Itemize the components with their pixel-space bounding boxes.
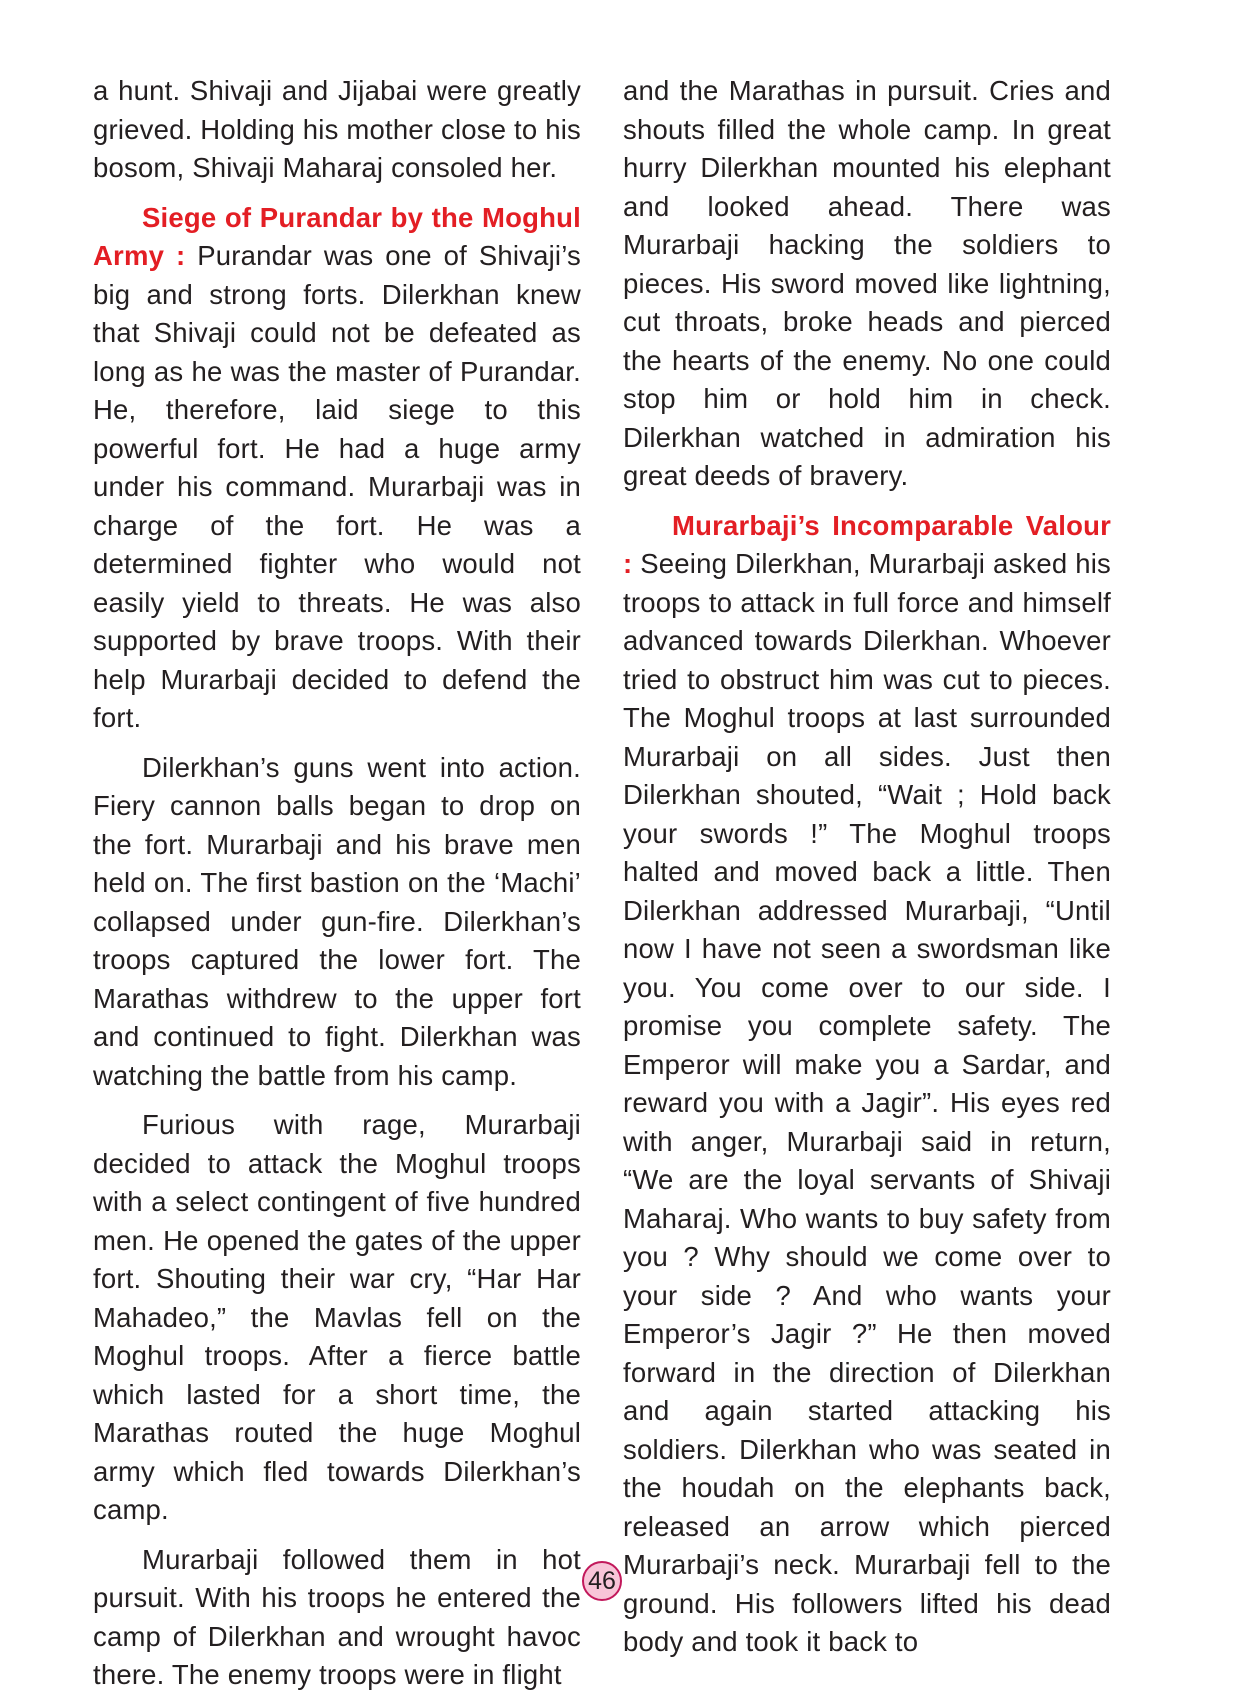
paragraph: Murarbaji followed them in hot pursuit. With his troops he entered the camp of Dilerkhan and wrought havoc there. The enemy troops were in flight (93, 1543, 581, 1690)
paragraph: Furious with rage, Murarbaji decided to attack the Moghul troops with a select contingent of five hundred men. He opened the gates of the upper fort. Shouting their war cry, “Har Har Mahadeo,” the Mavlas fell on the Moghul troops. After a fierce battle which lasted for a short time, the Marathas routed the huge Moghul army which fled towards Dilerkhan’s camp. (93, 1109, 581, 1525)
paragraph: and the Marathas in pursuit. Cries and shouts filled the whole camp. In great hurry Dilerkhan mounted his elephant and looked ahead. There was Murarbaji hacking the soldiers to pieces. His sword moved like lightning, cut throats, broke heads and pierced the hearts of the enemy. No one could stop him or hold him in check. Dilerkhan watched in admiration his great deeds of bravery. (623, 75, 1111, 491)
right-column (623, 72, 1111, 1673)
left-column (93, 72, 581, 1706)
paragraph: Dilerkhan’s guns went into action. Fiery cannon balls began to drop on the fort. Murarbaji and his brave men held on. The first bastion on the ‘Machi’ collapsed under gun-fire. Dilerkhan’s troops captured the lower fort. The Marathas withdrew to the upper fort and continued to fight. Dilerkhan was watching the battle from his camp. (93, 751, 581, 1091)
paragraph-with-heading (93, 199, 581, 738)
paragraph-with-heading (623, 507, 1111, 1662)
page-number: 46 (582, 1561, 622, 1601)
section-heading: Siege of Purandar by the Moghul Army : (93, 201, 581, 271)
paragraph: a hunt. Shivaji and Jijabai were greatly grieved. Holding his mother close to his bosom, Shivaji Maharaj consoled her. (93, 75, 581, 183)
paragraph-text: Purandar was one of Shivaji’s big and strong forts. Dilerkhan knew that Shivaji could not be defeated as long as he was the master of Purandar. He, therefore, laid siege to this powerful fort. He had a huge army under his command. Murarbaji was in charge of the fort. He was a determined fighter who would not easily yield to threats. He was also supported by brave troops. With their help Murarbaji decided to defend the fort. (93, 240, 582, 733)
section-heading: Murarbaji’s Incomparable Valour : (623, 509, 1111, 579)
paragraph-text: Seeing Dilerkhan, Murarbaji asked his troops to attack in full force and himself advanced towards Dilerkhan. Whoever tried to obstruct him was cut to pieces. The Moghul troops at last surrounded Murarbaji on all sides. Just then Dilerkhan shouted, “Wait ; Hold back your swords !” The Moghul troops halted and moved back a little. Then Dilerkhan addressed Murarbaji, “Until now I have not seen a swordsman like you. You come over to our side. I promise you complete safety. The Emperor will make you a Sardar, and reward you with a Jagir”. His eyes red with anger, Murarbaji said in return, “We are the loyal servants of Shivaji Maharaj. Who wants to buy safety from you ? Why should we come over to your side ? And who wants your Emperor’s Jagir ?” He then moved forward in the direction of Dilerkhan and again started attacking his soldiers. Dilerkhan who was seated in the houdah on the elephants back, released an arrow which pierced Murarbaji’s neck. Murarbaji fell to the ground. His followers lifted his dead body and took it back to (623, 548, 1111, 1657)
